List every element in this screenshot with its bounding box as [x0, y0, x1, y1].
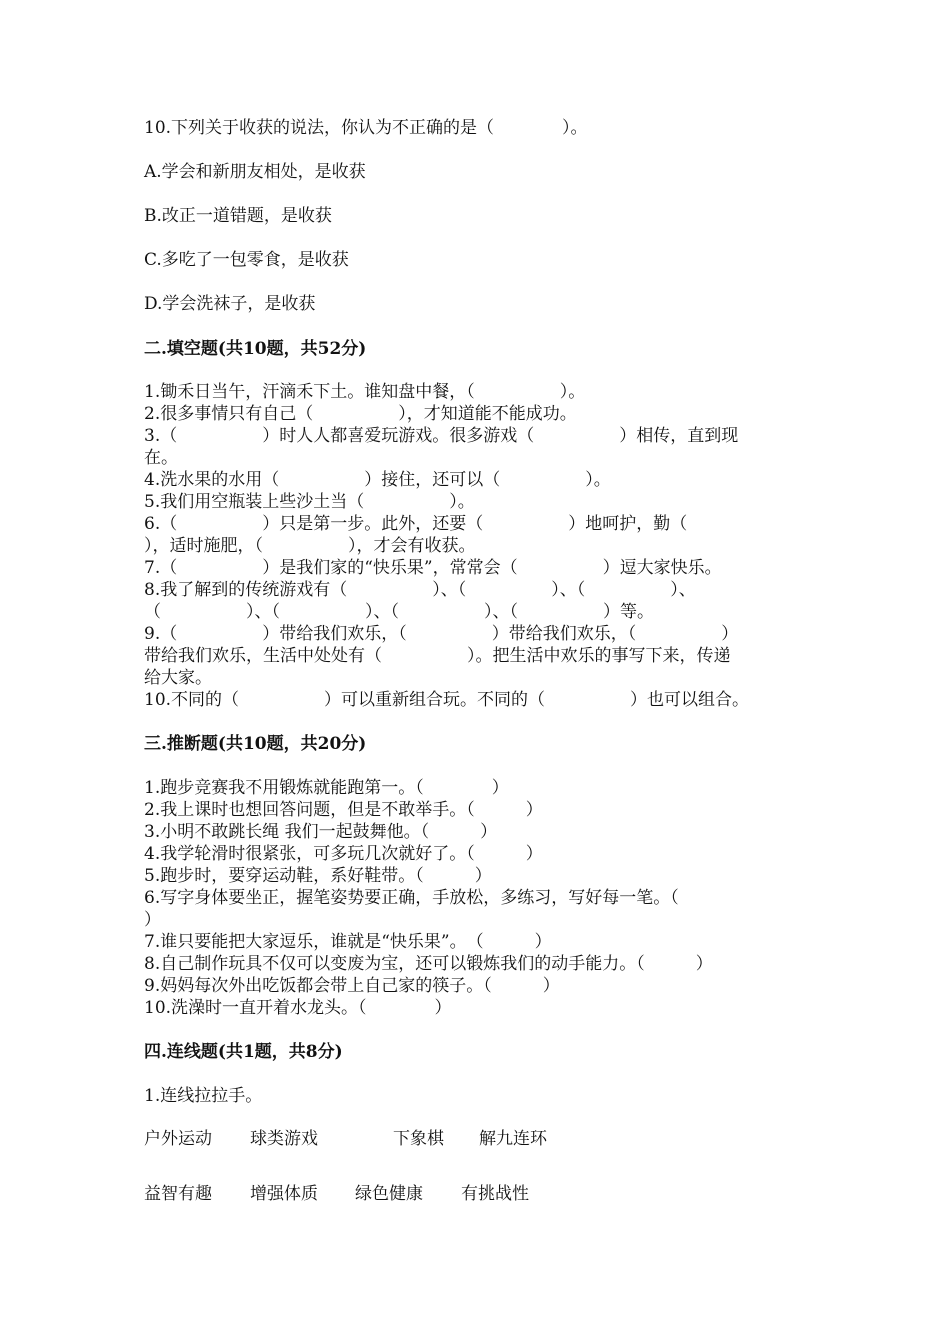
option-b: B.改正一道错题，是收获 — [144, 206, 332, 226]
match-bottom-item: 绿色健康 — [355, 1184, 423, 1204]
fill-line: 10.不同的（ ）可以重新组合玩。不同的（ ）也可以组合。 — [144, 690, 750, 710]
judge-line: 2.我上课时也想回答问题，但是不敢举手。（ ） — [144, 800, 543, 820]
match-bottom-item: 有挑战性 — [461, 1184, 529, 1204]
match-top-item: 下象棋 — [393, 1129, 444, 1149]
fill-line: 给大家。 — [144, 668, 212, 688]
fill-line: 9.（ ）带给我们欢乐，（ ）带给我们欢乐，（ ） — [144, 624, 739, 644]
section-heading-match: 四.连线题(共1题，共8分) — [144, 1042, 343, 1062]
fill-line: 1.锄禾日当午，汗滴禾下土。谁知盘中餐，（ ）。 — [144, 382, 586, 402]
judge-line: 6.写字身体要坐正，握笔姿势要正确，手放松，多练习，写好每一笔。（ — [144, 888, 679, 908]
fill-line: 7.（ ）是我们家的“快乐果”，常常会（ ）逗大家快乐。 — [144, 558, 722, 578]
judge-line: 5.跑步时，要穿运动鞋，系好鞋带。（ ） — [144, 866, 492, 886]
judge-line: 8.自己制作玩具不仅可以变废为宝，还可以锻炼我们的动手能力。（ ） — [144, 954, 713, 974]
option-c: C.多吃了一包零食，是收获 — [144, 250, 349, 270]
judge-line: ） — [144, 910, 161, 930]
fill-line: 4.洗水果的水用（ ）接住，还可以（ ）。 — [144, 470, 611, 490]
match-bottom-item: 益智有趣 — [144, 1184, 212, 1204]
fill-line: 2.很多事情只有自己（ ），才知道能不能成功。 — [144, 404, 577, 424]
match-top-item: 球类游戏 — [250, 1129, 318, 1149]
option-a: A.学会和新朋友相处，是收获 — [144, 162, 366, 182]
fill-line: 在。 — [144, 448, 178, 468]
fill-line: 8.我了解到的传统游戏有（ ）、（ ）、（ ）、 — [144, 580, 696, 600]
section-heading-judge: 三.推断题(共10题，共20分) — [144, 734, 367, 754]
fill-line: 6.（ ）只是第一步。此外，还要（ ）地呵护，勤（ — [144, 514, 688, 534]
match-question: 1.连线拉拉手。 — [144, 1086, 263, 1106]
option-d: D.学会洗袜子，是收获 — [144, 294, 316, 314]
fill-line: 5.我们用空瓶装上些沙土当（ ）。 — [144, 492, 475, 512]
fill-line: （ ）、（ ）、（ ）、（ ）等。 — [144, 602, 654, 622]
judge-line: 9.妈妈每次外出吃饭都会带上自己家的筷子。（ ） — [144, 976, 560, 996]
judge-line: 4.我学轮滑时很紧张，可多玩几次就好了。（ ） — [144, 844, 543, 864]
judge-line: 7.谁只要能把大家逗乐，谁就是“快乐果”。 （ ） — [144, 932, 552, 952]
judge-line: 1.跑步竞赛我不用锻炼就能跑第一。（ ） — [144, 778, 509, 798]
judge-line: 3.小明不敢跳长绳 我们一起鼓舞他。（ ） — [144, 822, 498, 842]
question-stem: 10.下列关于收获的说法，你认为不正确的是（ ）。 — [144, 118, 588, 138]
fill-line: ），适时施肥，（ ），才会有收获。 — [144, 536, 476, 556]
fill-line: 3.（ ）时人人都喜爱玩游戏。很多游戏（ ）相传，直到现 — [144, 426, 739, 446]
match-top-item: 户外运动 — [144, 1129, 212, 1149]
judge-line: 10.洗澡时一直开着水龙头。（ ） — [144, 998, 452, 1018]
section-heading-fill: 二.填空题(共10题，共52分) — [144, 339, 367, 359]
fill-line: 带给我们欢乐，生活中处处有（ ）。把生活中欢乐的事写下来，传递 — [144, 646, 731, 666]
match-top-item: 解九连环 — [479, 1129, 547, 1149]
match-bottom-item: 增强体质 — [250, 1184, 318, 1204]
